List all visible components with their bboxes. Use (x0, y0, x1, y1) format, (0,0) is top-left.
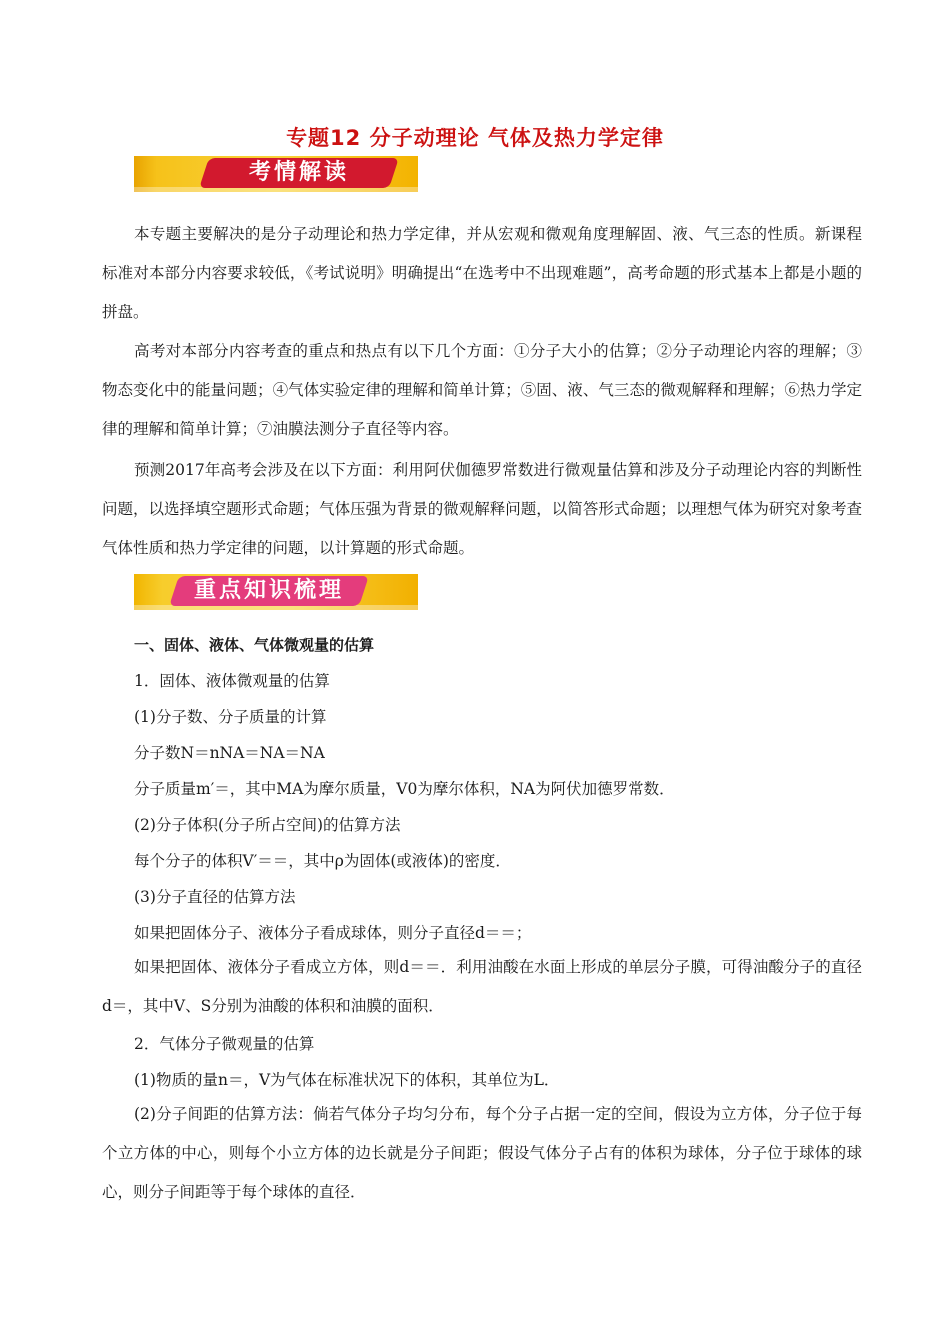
intro-paragraph-3: 预测2017年高考会涉及在以下方面：利用阿伏伽德罗常数进行微观量估算和涉及分子动理论内容的判断性问题，以选择填空题形式命题；气体压强为背景的微观解释问题，以简答形式命题；以理想气体为研究对象考查气体性质和热力学定律的问题，以计算题的形式命题。 (102, 461, 862, 557)
key-knowledge-banner-label: 重点知识梳理 (193, 578, 344, 603)
formula-sphere-model: 如果把固体分子、液体分子看成球体，则分子直径d＝＝； (134, 924, 532, 942)
subsection-solid-liquid: 1．固体、液体微观量的估算 (134, 672, 330, 690)
intro-paragraph-2: 高考对本部分内容考查的重点和热点有以下几个方面：①分子大小的估算；②分子动理论内容的理解；③物态变化中的能量问题；④气体实验定律的理解和简单计算；⑤固、液、气三态的微观解释和理解；⑥热力学定律的理解和简单计算；⑦油膜法测分子直径等内容。 (102, 342, 862, 438)
subsection-gas: 2．气体分子微观量的估算 (134, 1035, 315, 1053)
exam-analysis-banner-label: 考情解读 (248, 160, 349, 185)
formula-amount: (1)物质的量n＝，V为气体在标准状况下的体积，其单位为L． (134, 1071, 560, 1089)
formula-molecule-mass: 分子质量m′＝，其中MA为摩尔质量，V0为摩尔体积，NA为阿伏加德罗常数． (134, 780, 675, 798)
item-molecule-count-mass: (1)分子数、分子质量的计算 (134, 708, 327, 726)
section-heading: 一、固体、液体、气体微观量的估算 (134, 636, 375, 654)
document-title: 专题12 分子动理论 气体及热力学定律 (286, 126, 664, 150)
key-knowledge-banner (134, 574, 418, 610)
paragraph-spacing: (2)分子间距的估算方法：倘若气体分子均匀分布，每个分子占据一定的空间，假设为立方体，分子位于每个立方体的中心，则每个小立方体的边长就是分子间距；假设气体分子占有的体积为球体，分子位于球体的球心，则分子间距等于每个球体的直径． (102, 1105, 862, 1201)
formula-molecule-volume: 每个分子的体积V′＝＝，其中ρ为固体(或液体)的密度． (134, 852, 511, 870)
formula-cube-model: 如果把固体、液体分子看成立方体，则d＝＝．利用油酸在水面上形成的单层分子膜，可得油酸分子的直径d＝，其中V、S分别为油酸的体积和油膜的面积． (102, 958, 862, 1015)
intro-paragraph-1: 本专题主要解决的是分子动理论和热力学定律，并从宏观和微观角度理解固、液、气三态的性质。新课程标准对本部分内容要求较低，《考试说明》明确提出“在选考中不出现难题”，高考命题的形式基本上都是小题的拼盘。 (102, 225, 862, 321)
exam-analysis-banner (134, 156, 418, 192)
item-molecule-diameter: (3)分子直径的估算方法 (134, 888, 296, 906)
item-molecule-volume: (2)分子体积(分子所占空间)的估算方法 (134, 816, 401, 834)
formula-molecule-count: 分子数N＝nNA＝NA＝NA (134, 744, 325, 762)
